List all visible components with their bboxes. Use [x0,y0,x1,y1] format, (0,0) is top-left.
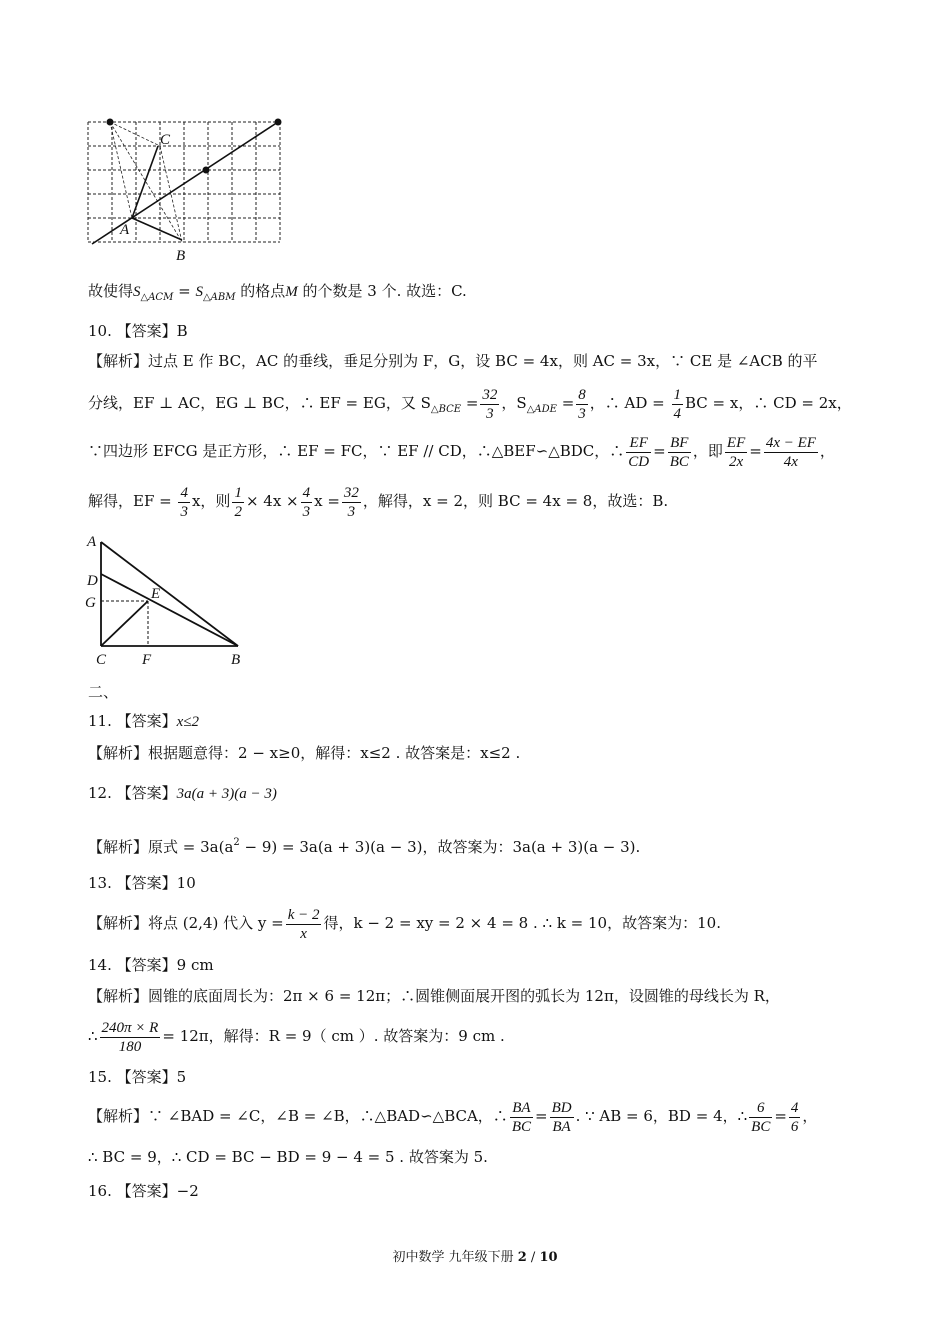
label-E: E [151,586,161,602]
q12-analysis: 【解析】原式 = $3a(a^2 - 9) = 3a(a + 3)(a - 3)$，故答案为：3a(a + 3)(a − 3). [88,837,641,856]
label-A: A [87,534,97,550]
q10-analysis-line1: 【解析】过点 E 作 BC，AC 的垂线，垂足分别为 F，G，设 BC = 4x，则 AC = 3x，∵ CE 是 ∠ACB 的平 [88,352,818,370]
triangle-figure [84,530,254,670]
footer-text: 初中数学 九年级下册 [392,1250,518,1265]
q9-conclusion: 故使得$S_{\triangle ACM} = S_{\triangle ABM}$ 的格点M 的个数是 3 个. 故选：C. [88,282,467,303]
q10-analysis-line3: ∵四边形 EFCG 是正方形，∴ EF = FC，∵ EF // CD，∴△BEF∽△BDC，∴ $\frac{EF}{CD}$ = $\frac{BF}{BC}$ ，即 $\frac{EF}{2x}$ = $\frac{4x - EF}{4x}$ ， [88,434,835,470]
label-F: F [142,652,152,668]
q15-answer: 15. 【答案】5 [88,1068,187,1086]
lattice-point-middle [203,167,210,174]
lattice-point-top-right [275,119,282,126]
section-heading: 二、 [88,683,119,701]
label-D: D [87,573,98,589]
q15-analysis-line2: ∴ BC = 9，∴ CD = BC − BD = 9 − 4 = 5 . 故答案为 5. [88,1148,488,1166]
q13-analysis: 【解析】将点 (2,4) 代入 y = $\frac{k - 2}{x}$ 得，k − 2 = xy = 2 × 4 = 8 . ∴ k = 10，故答案为：10. [88,906,721,942]
q15-analysis-line1: 【解析】∵ ∠BAD = ∠C，∠B = ∠B，∴△BAD∽△BCA，∴ $\frac{BA}{BC}$ = $\frac{BD}{BA}$ . ∵ AB = 6，BD = 4，∴ $\frac{6}{BC}$ = $\frac{4}{6}$ ， [88,1099,818,1135]
q12-answer: 12. 【答案】3a(a + 3)(a − 3) [88,784,277,802]
q10-answer: 10. 【答案】B [88,322,188,340]
q10-analysis-line4: 解得，EF = $\frac{4}{3}$ x，则 $\frac{1}{2}$ × 4x × $\frac{4}{3}$ x = $\frac{32}{3}$ ，解得，x = 2，则 BC = 4x = 8，故选：B. [88,484,669,520]
label-B: B [231,652,241,668]
label-A: A [120,222,130,238]
label-C: C [160,132,171,148]
q13-answer: 13. 【答案】10 [88,874,196,892]
q16-answer: 16. 【答案】−2 [88,1182,199,1200]
page-number: 2 [517,1250,527,1265]
label-G: G [85,595,96,611]
q11-answer: 11. 【答案】x≤2 [88,712,200,730]
q14-analysis-line1: 【解析】圆锥的底面周长为：2π × 6 = 12π；∴圆锥侧面展开图的弧长为 12π，设圆锥的母线长为 R， [88,987,780,1005]
page-footer: 初中数学 九年级下册 2 / 10 [392,1250,558,1265]
q11-analysis: 【解析】根据题意得：2 − x≥0，解得：x≤2 . 故答案是：x≤2 . [88,744,521,762]
q14-answer: 14. 【答案】9 cm [88,956,214,974]
label-B: B [176,248,186,264]
page-total: 10 [539,1250,558,1265]
grid-figure [86,112,286,264]
lattice-point-top-left [107,119,114,126]
label-C: C [96,652,107,668]
q14-analysis-line2: ∴ $\frac{240\pi \times R}{180}$ = 12π，解得：R = 9（ cm ）. 故答案为：9 cm . [88,1019,505,1055]
q10-analysis-line2: 分线，EF ⊥ AC，EG ⊥ BC，∴ EF = EG，又 $S_{\triangle BCE}$ = $\frac{32}{3}$ ，$S_{\triangle ADE}$ = $\frac{8}{3}$ ，∴ AD = $\frac{1}{4}$ BC = x，∴ CD = 2x， [88,386,852,422]
